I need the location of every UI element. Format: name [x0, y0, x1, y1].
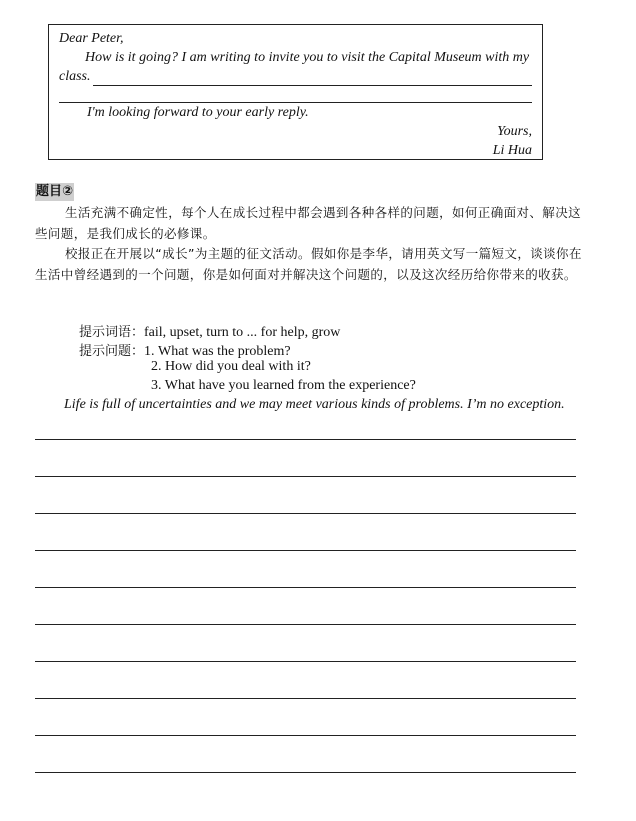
- letter-answer-line[interactable]: [93, 85, 532, 86]
- hint-question-1: 1. What was the problem?: [144, 344, 291, 359]
- letter-signature: Li Hua: [492, 143, 532, 158]
- hint-words: [79, 321, 340, 341]
- writing-line[interactable]: [35, 587, 576, 588]
- letter-body-line2: class.: [59, 69, 91, 84]
- writing-line[interactable]: [35, 476, 576, 477]
- writing-line[interactable]: [35, 550, 576, 551]
- letter-body-line1: How is it going? I am writing to invite you to visit the Capital Museum with my: [85, 50, 530, 65]
- hint-words-label: 提示词语：: [79, 325, 145, 340]
- writing-line[interactable]: [35, 698, 576, 699]
- writing-line[interactable]: [35, 772, 576, 773]
- question-label: 题目②: [36, 184, 74, 199]
- letter-sign-off: Yours,: [497, 124, 532, 139]
- writing-line[interactable]: [35, 624, 576, 625]
- letter-answer-line[interactable]: [59, 102, 532, 103]
- letter-greeting: Dear Peter,: [59, 31, 124, 46]
- letter-closing: I'm looking forward to your early reply.: [87, 105, 309, 120]
- hint-questions: [79, 340, 291, 360]
- prompt-paragraph-1: 生活充满不确定性，每个人在成长过程中都会遇到各种各样的问题，如何正确面对、解决这些问题，是我们成长的必修课。: [35, 205, 582, 241]
- opening-sentence: Life is full of uncertainties and we may meet various kinds of problems. I’m no exception.: [64, 397, 565, 412]
- writing-line[interactable]: [35, 735, 576, 736]
- writing-line[interactable]: [35, 513, 576, 514]
- hint-question-3: 3. What have you learned from the experience?: [151, 378, 416, 393]
- letter-box: [48, 24, 543, 160]
- writing-line[interactable]: [35, 661, 576, 662]
- hint-question-2: 2. How did you deal with it?: [151, 359, 311, 374]
- hint-words-text: fail, upset, turn to ... for help, grow: [144, 325, 341, 340]
- prompt-paragraph-2: 校报正在开展以“成长”为主题的征文活动。假如你是李华，请用英文写一篇短文，谈谈你在生活中曾经遇到的一个问题，你是如何面对并解决这个问题的，以及这次经历给你带来的收获。: [35, 246, 582, 282]
- hint-questions-label: 提示问题：: [79, 344, 145, 359]
- writing-line[interactable]: [35, 439, 576, 440]
